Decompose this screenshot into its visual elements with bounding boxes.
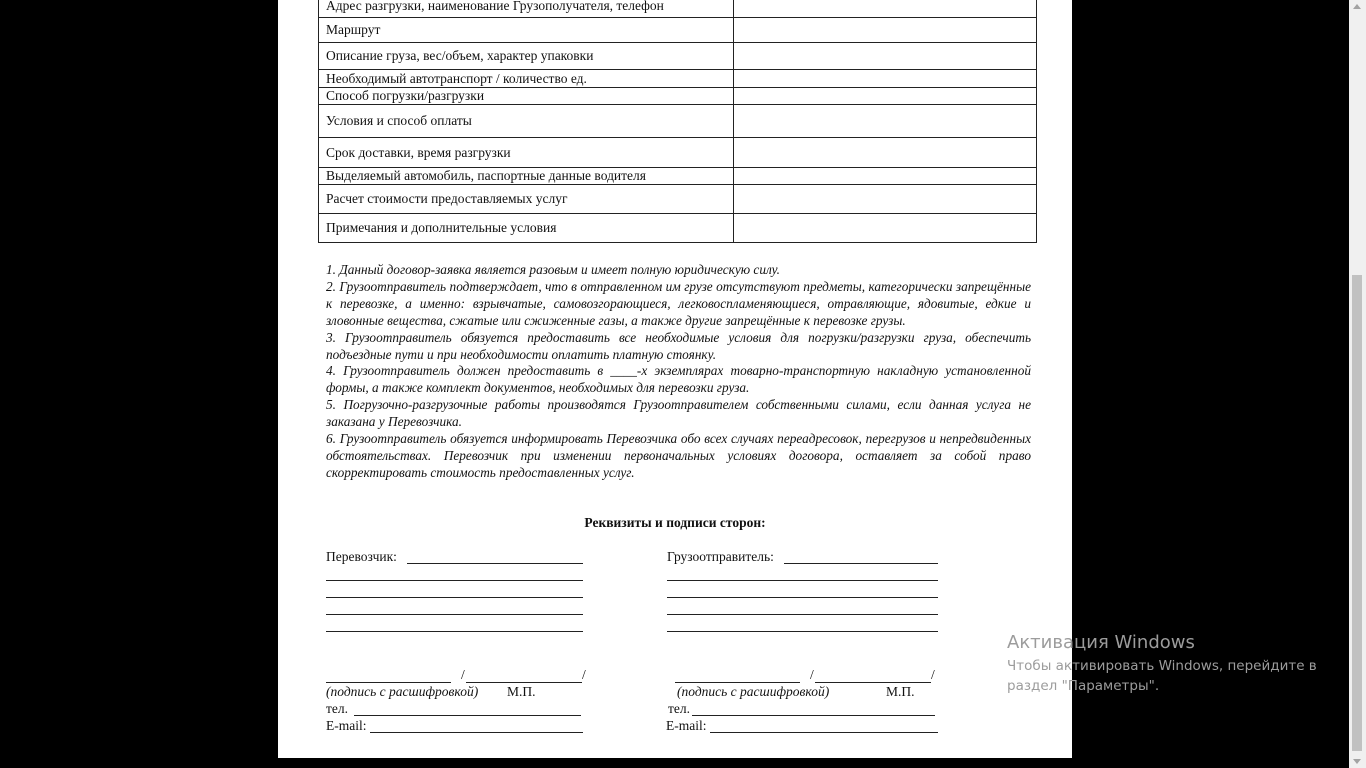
windows-activation-text: Чтобы активировать Windows, перейдите в раздел "Параметры". xyxy=(1007,658,1317,694)
row-value-cell[interactable] xyxy=(734,214,1037,243)
row-value-cell[interactable] xyxy=(734,185,1037,214)
shipper-details-line[interactable] xyxy=(667,580,938,581)
row-value-cell[interactable] xyxy=(734,168,1037,185)
table-row xyxy=(319,185,1037,214)
shipper-signature-line[interactable] xyxy=(675,682,800,683)
scroll-up-arrow-icon[interactable] xyxy=(1353,4,1361,9)
requisites-title: Реквизиты и подписи сторон: xyxy=(584,515,766,530)
table-row xyxy=(319,0,1037,18)
carrier-details-line[interactable] xyxy=(326,614,583,615)
carrier-name-decode-line[interactable] xyxy=(466,682,582,683)
vertical-scrollbar[interactable] xyxy=(1349,0,1366,768)
carrier-phone-label: тел. xyxy=(326,701,349,716)
carrier-stamp-label: М.П. xyxy=(507,684,536,699)
scroll-down-arrow-icon[interactable] xyxy=(1353,759,1361,764)
table-row xyxy=(319,168,1037,185)
row-label: Условия и способ оплаты xyxy=(319,105,734,138)
shipper-details-line[interactable] xyxy=(667,614,938,615)
shipper-signature-caption: (подпись с расшифровкой) xyxy=(677,684,830,699)
carrier-signature-line[interactable] xyxy=(326,682,451,683)
row-label: Выделяемый автомобиль, паспортные данные водителя xyxy=(319,168,734,185)
shipper-stamp-label: М.П. xyxy=(886,684,915,699)
carrier-details-line[interactable] xyxy=(326,631,583,632)
note-item: 4. Грузоотправитель должен предоставить в ____-х экземплярах товарно-транспортную накладную установленной формы, а также комплект документов, необходимых для перевозки груза. xyxy=(326,363,1031,396)
carrier-label: Перевозчик: xyxy=(326,549,397,564)
table-row xyxy=(319,105,1037,138)
windows-activation-title: Активация Windows xyxy=(1007,632,1195,653)
shipper-slash: / xyxy=(810,667,814,682)
row-value-cell[interactable] xyxy=(734,43,1037,70)
document-page xyxy=(278,0,1072,758)
carrier-email-label: E-mail: xyxy=(326,718,367,733)
shipper-name-line[interactable] xyxy=(784,563,938,564)
note-item: 3. Грузоотправитель обязуется предоставить все необходимые условия для погрузки/разгрузки груза, обеспечить подъездные пути и при необходимости оплатить платную стоянку. xyxy=(326,329,1031,362)
shipper-slash: / xyxy=(931,667,935,682)
table-row xyxy=(319,214,1037,243)
row-value-cell[interactable] xyxy=(734,105,1037,138)
row-value-cell[interactable] xyxy=(734,0,1037,18)
row-label: Маршрут xyxy=(319,18,734,43)
shipper-label: Грузоотправитель: xyxy=(667,549,774,564)
row-label: Необходимый автотранспорт / количество ед. xyxy=(319,70,734,88)
row-label: Срок доставки, время разгрузки xyxy=(319,138,734,168)
shipper-name-decode-line[interactable] xyxy=(815,682,931,683)
row-value-cell[interactable] xyxy=(734,88,1037,105)
carrier-name-line[interactable] xyxy=(407,563,583,564)
row-label: Способ погрузки/разгрузки xyxy=(319,88,734,105)
carrier-email-line[interactable] xyxy=(370,732,583,733)
table-row xyxy=(319,88,1037,105)
row-label: Расчет стоимости предоставляемых услуг xyxy=(319,185,734,214)
shipper-email-label: E-mail: xyxy=(666,718,707,733)
table-row xyxy=(319,70,1037,88)
shipper-email-line[interactable] xyxy=(710,732,938,733)
shipper-phone-label: тел. xyxy=(668,701,691,716)
carrier-details-line[interactable] xyxy=(326,597,583,598)
shipper-details-line[interactable] xyxy=(667,631,938,632)
carrier-slash: / xyxy=(582,667,586,682)
row-label: Описание груза, вес/объем, характер упаковки xyxy=(319,43,734,70)
carrier-phone-line[interactable] xyxy=(354,715,581,716)
carrier-signature-caption: (подпись с расшифровкой) xyxy=(326,684,479,699)
terms-notes xyxy=(326,262,1031,482)
table-row xyxy=(319,18,1037,43)
table-row xyxy=(319,138,1037,168)
shipper-details-line[interactable] xyxy=(667,597,938,598)
note-item: 5. Погрузочно-разгрузочные работы производятся Грузоотправителем собственными силами, если данная услуга не заказана у Перевозчика. xyxy=(326,397,1031,430)
note-item: 2. Грузоотправитель подтверждает, что в отправленном им грузе отсутствуют предметы, категорически запрещённые к перевозке, а именно: взрывчатые, самовозгорающиеся, легковоспламеняющиеся, отравляющие, ядовитые, едкие и зловонные вещества, сжатые или сжиженные газы, а также другие запрещённые к перевозке грузы. xyxy=(326,278,1031,328)
row-label: Примечания и дополнительные условия xyxy=(319,214,734,243)
carrier-slash: / xyxy=(461,667,465,682)
row-value-cell[interactable] xyxy=(734,138,1037,168)
shipment-form-table xyxy=(318,0,1037,243)
note-item: 6. Грузоотправитель обязуется информировать Перевозчика обо всех случаях переадресовок, перегрузов и непредвиденных обстоятельствах. Перевозчик при изменении первоначальных условиях договора, оставляет за собой право скорректировать стоимость предоставленных услуг. xyxy=(326,431,1031,480)
row-value-cell[interactable] xyxy=(734,70,1037,88)
note-item: 1. Данный договор-заявка является разовым и имеет полную юридическую силу. xyxy=(326,262,780,277)
shipper-phone-line[interactable] xyxy=(692,715,935,716)
table-row xyxy=(319,43,1037,70)
row-label: Адрес разгрузки, наименование Грузополучателя, телефон xyxy=(319,0,734,18)
scrollbar-thumb[interactable] xyxy=(1352,275,1362,751)
row-value-cell[interactable] xyxy=(734,18,1037,43)
carrier-details-line[interactable] xyxy=(326,580,583,581)
